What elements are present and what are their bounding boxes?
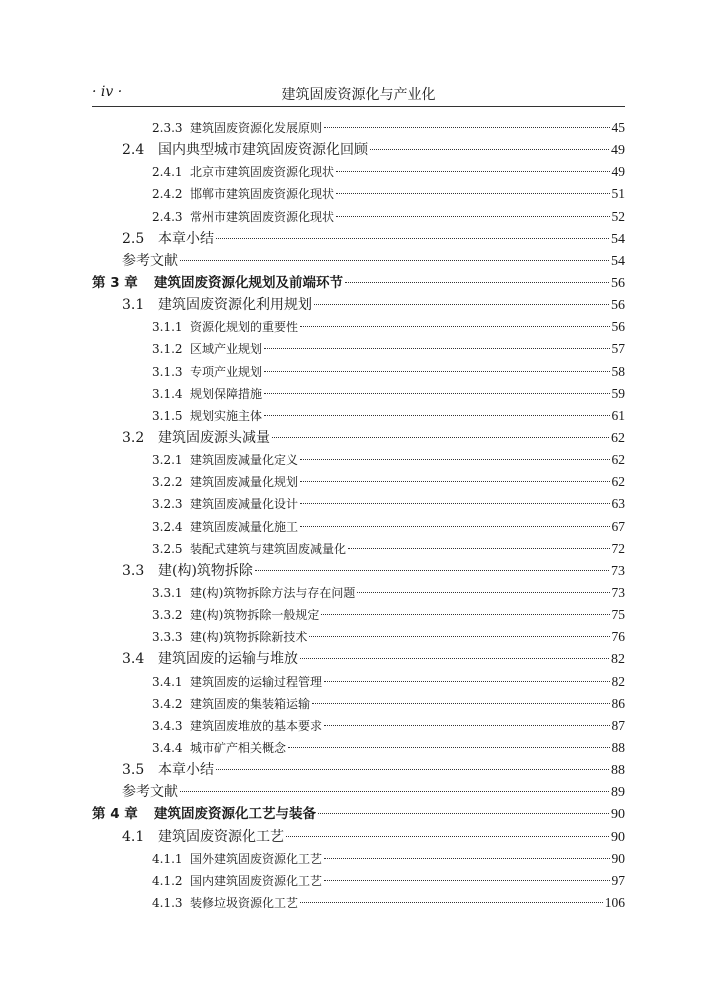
dot-leader bbox=[180, 791, 609, 792]
toc-entry[interactable] bbox=[92, 826, 625, 848]
entry-page-number: 73 bbox=[611, 584, 625, 600]
entry-title: 建筑固废资源化发展原则 bbox=[190, 121, 323, 135]
dot-leader bbox=[255, 570, 609, 571]
entry-number: 3.3.3 bbox=[152, 630, 183, 645]
entry-title: 本章小结 bbox=[158, 762, 214, 779]
entry-page-number: 52 bbox=[611, 208, 625, 224]
dot-leader bbox=[348, 548, 609, 549]
dot-leader bbox=[357, 592, 609, 593]
dot-leader bbox=[300, 503, 609, 504]
entry-number: 3.3.2 bbox=[152, 608, 183, 623]
toc-entry[interactable] bbox=[92, 781, 625, 803]
entry-title: 参考文献 bbox=[122, 252, 178, 269]
entry-title: 建(构)筑物拆除方法与存在问题 bbox=[190, 585, 356, 600]
entry-page-number: 90 bbox=[611, 807, 625, 823]
dot-leader bbox=[300, 526, 609, 527]
toc-entry[interactable] bbox=[92, 737, 625, 759]
running-header bbox=[92, 80, 625, 107]
dot-leader bbox=[264, 348, 609, 349]
toc-entry[interactable] bbox=[92, 316, 625, 338]
entry-number: 3.2.3 bbox=[152, 497, 183, 512]
toc-entry[interactable] bbox=[92, 560, 625, 582]
dot-leader bbox=[324, 880, 609, 881]
entry-page-number: 56 bbox=[611, 275, 625, 291]
entry-page-number: 51 bbox=[611, 186, 625, 202]
dot-leader bbox=[288, 747, 609, 748]
entry-title: 资源化规划的重要性 bbox=[190, 320, 299, 335]
entry-page-number: 49 bbox=[611, 143, 625, 159]
entry-title: 建筑固废资源化利用规划 bbox=[158, 297, 312, 314]
entry-number: 3.2 bbox=[122, 429, 145, 446]
entry-title: 建筑固废堆放的基本要求 bbox=[190, 718, 323, 733]
dot-leader bbox=[216, 769, 609, 770]
toc-entry[interactable] bbox=[92, 715, 625, 737]
dot-leader bbox=[324, 681, 609, 682]
toc-entry[interactable] bbox=[92, 671, 625, 693]
dot-leader bbox=[286, 836, 609, 837]
toc-entry[interactable] bbox=[92, 516, 625, 538]
entry-page-number: 73 bbox=[611, 563, 625, 579]
entry-page-number: 59 bbox=[611, 385, 625, 401]
toc-entry[interactable] bbox=[92, 361, 625, 383]
dot-leader bbox=[264, 415, 609, 416]
dot-leader bbox=[321, 614, 609, 615]
entry-page-number: 72 bbox=[611, 540, 625, 556]
toc-entry[interactable] bbox=[92, 693, 625, 715]
entry-page-number: 88 bbox=[611, 739, 625, 755]
dot-leader bbox=[336, 216, 609, 217]
entry-number: 2.4 bbox=[122, 142, 145, 159]
entry-page-number: 75 bbox=[611, 607, 625, 623]
entry-title: 建筑固废资源化工艺 bbox=[158, 828, 284, 845]
entry-title: 建筑固废源头减量 bbox=[158, 429, 270, 446]
dot-leader bbox=[264, 371, 609, 372]
entry-page-number: 82 bbox=[611, 652, 625, 668]
entry-title: 参考文献 bbox=[122, 784, 178, 801]
entry-title: 建筑固废减量化定义 bbox=[190, 453, 299, 468]
toc-entry[interactable] bbox=[92, 648, 625, 670]
entry-page-number: 56 bbox=[611, 319, 625, 335]
entry-number: 2.5 bbox=[122, 230, 145, 247]
entry-page-number: 57 bbox=[611, 341, 625, 357]
dot-leader bbox=[264, 393, 609, 394]
toc-entry[interactable] bbox=[92, 139, 625, 161]
dot-leader bbox=[314, 304, 609, 305]
dot-leader bbox=[180, 260, 609, 261]
dot-leader bbox=[300, 658, 609, 659]
toc-entry[interactable] bbox=[92, 471, 625, 493]
toc-entry[interactable] bbox=[92, 848, 625, 870]
entry-page-number: 62 bbox=[611, 474, 625, 490]
dot-leader bbox=[300, 326, 609, 327]
entry-number: 第 4 章 bbox=[92, 806, 138, 823]
entry-page-number: 61 bbox=[611, 407, 625, 423]
dot-leader bbox=[324, 858, 609, 859]
entry-title: 国内建筑固废资源化工艺 bbox=[190, 873, 323, 888]
entry-page-number: 63 bbox=[611, 496, 625, 512]
toc-entry[interactable] bbox=[92, 892, 625, 914]
entry-number: 4.1 bbox=[122, 828, 145, 845]
entry-title: 邯郸市建筑固废资源化现状 bbox=[190, 187, 335, 202]
entry-number: 3.4.1 bbox=[152, 674, 183, 689]
entry-number: 第 3 章 bbox=[92, 274, 138, 291]
toc-entry[interactable] bbox=[92, 228, 625, 250]
entry-number: 3.3.1 bbox=[152, 585, 183, 600]
entry-number: 4.1.2 bbox=[152, 873, 183, 888]
entry-title: 建筑固废减量化施工 bbox=[190, 519, 299, 534]
toc-entry[interactable] bbox=[92, 117, 625, 139]
toc-entry[interactable] bbox=[92, 272, 625, 294]
entry-number: 2.3.3 bbox=[152, 121, 183, 135]
toc-entry[interactable] bbox=[92, 759, 625, 781]
entry-title: 装配式建筑与建筑固废减量化 bbox=[190, 541, 347, 556]
entry-number: 3.2.1 bbox=[152, 453, 183, 468]
entry-number: 3.1.3 bbox=[152, 364, 183, 379]
dot-leader bbox=[300, 481, 609, 482]
toc-entry[interactable] bbox=[92, 294, 625, 316]
entry-number: 3.4.2 bbox=[152, 696, 183, 711]
toc-entry[interactable] bbox=[92, 582, 625, 604]
toc-entry[interactable] bbox=[92, 493, 625, 515]
entry-number: 3.4.4 bbox=[152, 740, 183, 755]
entry-number: 3.5 bbox=[122, 762, 145, 779]
toc-entry[interactable] bbox=[92, 183, 625, 205]
entry-number: 3.4 bbox=[122, 651, 145, 668]
entry-number: 3.4.3 bbox=[152, 718, 183, 733]
toc-entry[interactable] bbox=[92, 427, 625, 449]
entry-number: 3.2.2 bbox=[152, 475, 183, 490]
toc-entry[interactable] bbox=[92, 161, 625, 183]
dot-leader bbox=[318, 813, 609, 814]
entry-page-number: 54 bbox=[611, 231, 625, 247]
dot-leader bbox=[370, 149, 609, 150]
toc-entry[interactable] bbox=[92, 206, 625, 228]
entry-number: 3.1.1 bbox=[152, 320, 183, 335]
table-of-contents bbox=[92, 117, 625, 914]
entry-page-number: 67 bbox=[611, 518, 625, 534]
entry-title: 规划实施主体 bbox=[190, 408, 263, 423]
entry-title: 建(构)筑物拆除新技术 bbox=[190, 630, 308, 645]
entry-page-number: 90 bbox=[611, 850, 625, 866]
toc-entry[interactable] bbox=[92, 538, 625, 560]
toc-entry[interactable] bbox=[92, 604, 625, 626]
dot-leader bbox=[336, 193, 609, 194]
entry-page-number: 89 bbox=[611, 785, 625, 801]
entry-title: 本章小结 bbox=[158, 230, 214, 247]
entry-title: 国外建筑固废资源化工艺 bbox=[190, 851, 323, 866]
dot-leader bbox=[216, 238, 609, 239]
entry-title: 建筑固废资源化规划及前端环节 bbox=[154, 274, 343, 291]
entry-page-number: 62 bbox=[611, 430, 625, 446]
dot-leader bbox=[324, 127, 609, 128]
entry-page-number: 88 bbox=[611, 763, 625, 779]
dot-leader bbox=[272, 437, 609, 438]
entry-title: 建筑固废的集装箱运输 bbox=[190, 696, 311, 711]
dot-leader bbox=[300, 902, 603, 903]
entry-page-number: 45 bbox=[611, 120, 625, 135]
entry-number: 3.1.2 bbox=[152, 342, 183, 357]
toc-entry[interactable] bbox=[92, 338, 625, 360]
toc-entry[interactable] bbox=[92, 449, 625, 471]
entry-page-number: 58 bbox=[611, 363, 625, 379]
toc-entry[interactable] bbox=[92, 405, 625, 427]
entry-title: 城市矿产相关概念 bbox=[190, 740, 287, 755]
entry-title: 装修垃圾资源化工艺 bbox=[190, 895, 299, 910]
toc-entry[interactable] bbox=[92, 870, 625, 892]
entry-title: 建筑固废的运输与堆放 bbox=[158, 651, 298, 668]
entry-title: 常州市建筑固废资源化现状 bbox=[190, 209, 335, 224]
entry-title: 建(构)筑物拆除 bbox=[158, 562, 253, 579]
entry-title: 区域产业规划 bbox=[190, 342, 263, 357]
entry-title: 国内典型城市建筑固废资源化回顾 bbox=[158, 142, 368, 159]
dot-leader bbox=[336, 171, 609, 172]
entry-title: 建(构)筑物拆除一般规定 bbox=[190, 608, 320, 623]
entry-page-number: 49 bbox=[611, 164, 625, 180]
entry-number: 3.2.4 bbox=[152, 519, 183, 534]
entry-page-number: 90 bbox=[611, 829, 625, 845]
entry-title: 北京市建筑固废资源化现状 bbox=[190, 165, 335, 180]
entry-number: 4.1.1 bbox=[152, 851, 183, 866]
entry-page-number: 76 bbox=[611, 629, 625, 645]
page-number: · iv · bbox=[92, 84, 123, 100]
dot-leader bbox=[312, 703, 609, 704]
entry-number: 3.1.5 bbox=[152, 408, 183, 423]
entry-number: 2.4.2 bbox=[152, 187, 183, 202]
entry-page-number: 106 bbox=[604, 894, 625, 910]
entry-number: 2.4.1 bbox=[152, 165, 183, 180]
entry-page-number: 56 bbox=[611, 298, 625, 314]
entry-title: 规划保障措施 bbox=[190, 386, 263, 401]
toc-entry[interactable] bbox=[92, 250, 625, 272]
entry-page-number: 86 bbox=[611, 695, 625, 711]
entry-number: 2.4.3 bbox=[152, 209, 183, 224]
entry-number: 3.2.5 bbox=[152, 541, 183, 556]
entry-number: 3.1.4 bbox=[152, 386, 183, 401]
entry-title: 建筑固废减量化规划 bbox=[190, 475, 299, 490]
entry-number: 3.3 bbox=[122, 562, 145, 579]
dot-leader bbox=[345, 282, 609, 283]
entry-page-number: 97 bbox=[611, 872, 625, 888]
entry-title: 建筑固废减量化设计 bbox=[190, 497, 299, 512]
entry-page-number: 54 bbox=[611, 253, 625, 269]
entry-title: 建筑固废资源化工艺与装备 bbox=[154, 806, 316, 823]
book-title: 建筑固废资源化与产业化 bbox=[281, 87, 436, 103]
toc-entry[interactable] bbox=[92, 383, 625, 405]
toc-entry[interactable] bbox=[92, 803, 625, 825]
entry-number: 4.1.3 bbox=[152, 895, 183, 910]
dot-leader bbox=[324, 725, 609, 726]
entry-page-number: 62 bbox=[611, 452, 625, 468]
entry-title: 建筑固废的运输过程管理 bbox=[190, 674, 323, 689]
dot-leader bbox=[300, 459, 609, 460]
entry-page-number: 87 bbox=[611, 717, 625, 733]
entry-page-number: 82 bbox=[611, 673, 625, 689]
entry-number: 3.1 bbox=[122, 297, 145, 314]
entry-title: 专项产业规划 bbox=[190, 364, 263, 379]
toc-entry[interactable] bbox=[92, 626, 625, 648]
dot-leader bbox=[309, 636, 609, 637]
